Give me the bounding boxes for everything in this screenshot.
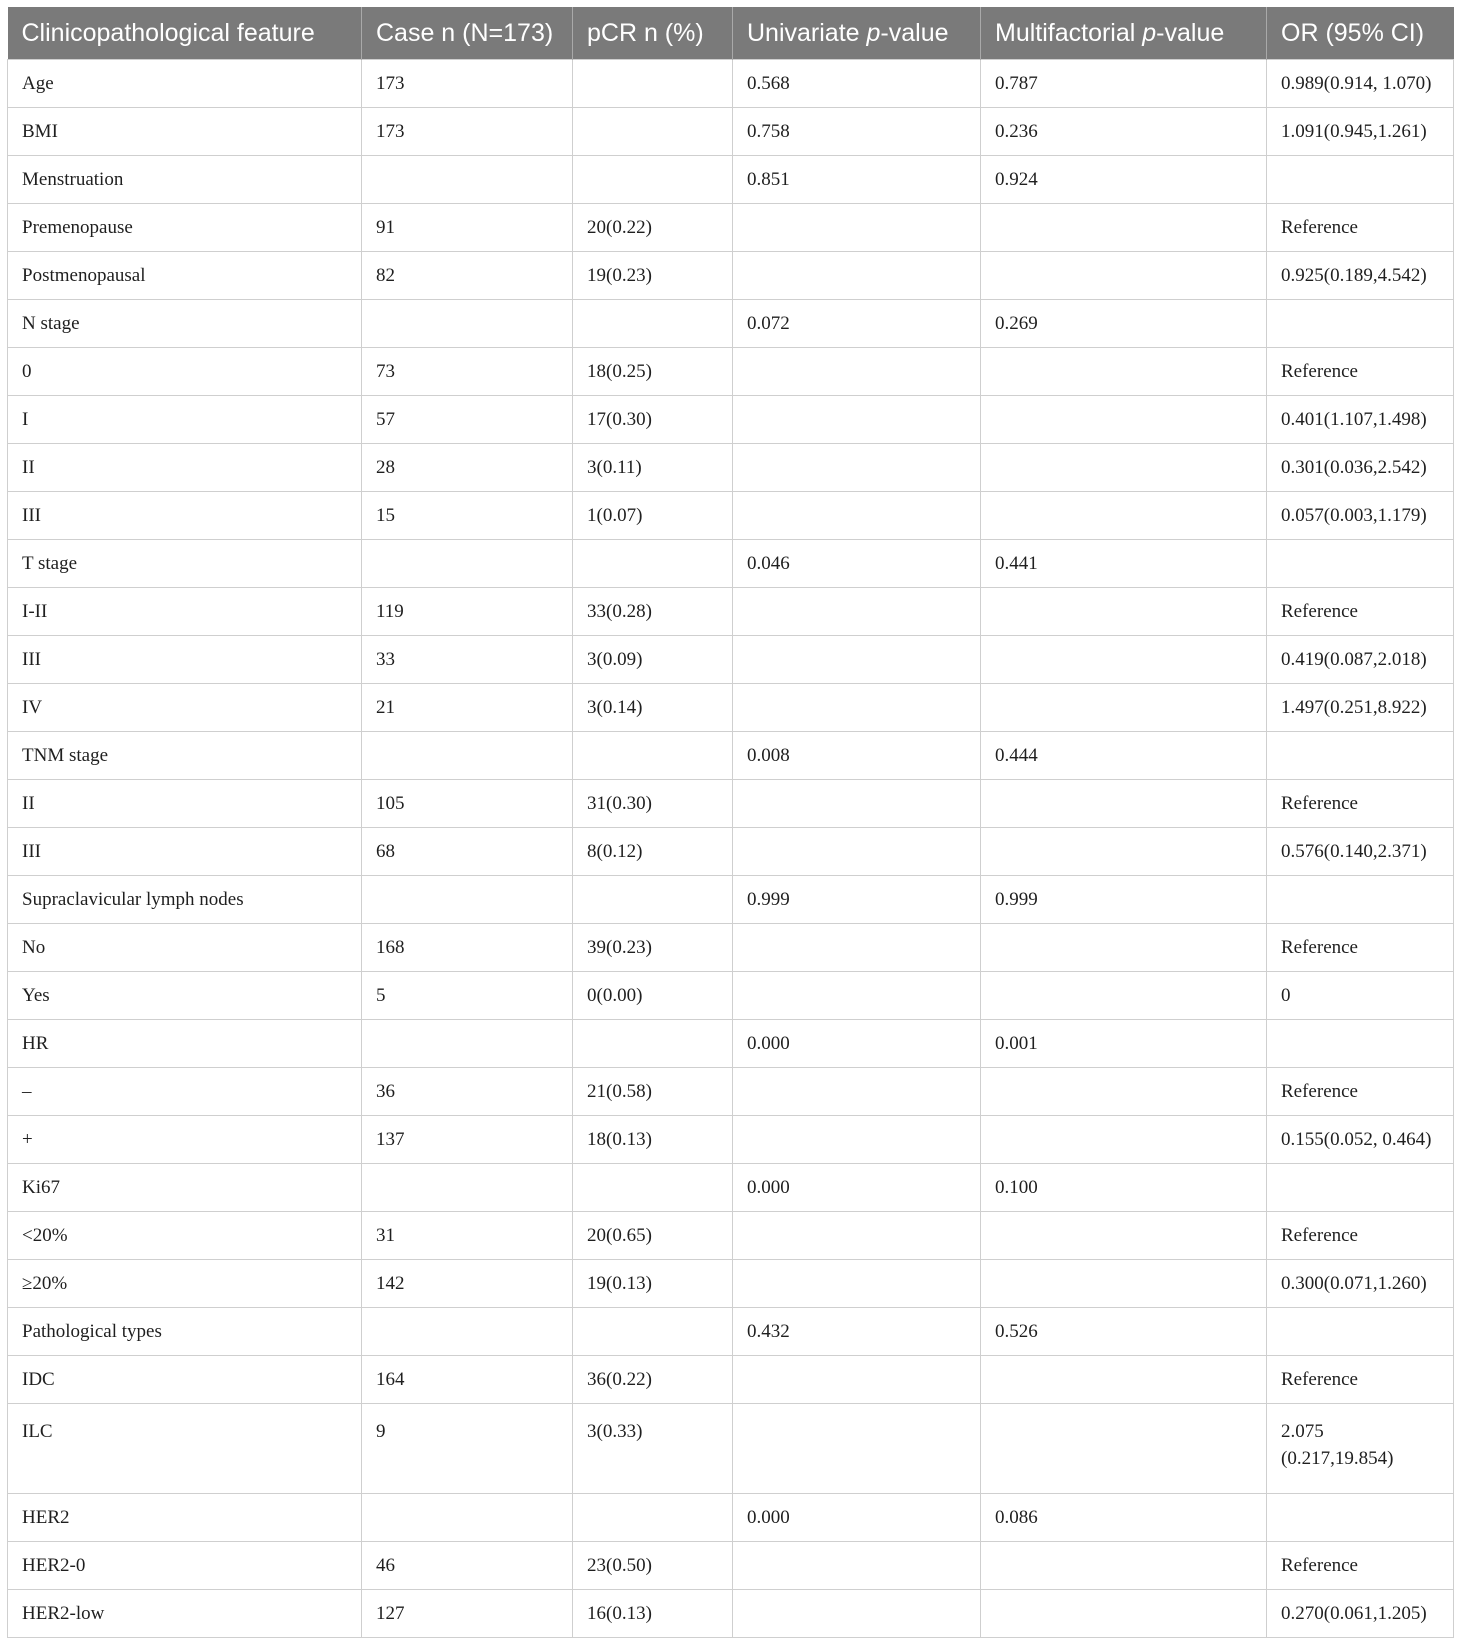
table-row xyxy=(8,1260,1454,1308)
header-feature: Clinicopathological feature xyxy=(8,7,362,60)
cell-case: 142 xyxy=(362,1260,573,1308)
cell-or: 0 xyxy=(1267,972,1454,1020)
table-row xyxy=(8,60,1454,108)
table-row xyxy=(8,1308,1454,1356)
cell-pcr xyxy=(573,876,733,924)
cell-feature: ≥20% xyxy=(8,1260,362,1308)
cell-case xyxy=(362,1308,573,1356)
cell-pcr: 18(0.13) xyxy=(573,1116,733,1164)
cell-pcr xyxy=(573,1020,733,1068)
cell-case: 9 xyxy=(362,1404,573,1494)
table-row xyxy=(8,1494,1454,1542)
header-multi-p: p xyxy=(1142,18,1157,47)
header-multi-prefix: Multifactorial xyxy=(995,18,1143,47)
cell-multifactorial-p: 0.999 xyxy=(981,876,1267,924)
cell-multifactorial-p: 0.441 xyxy=(981,540,1267,588)
cell-multifactorial-p xyxy=(981,1404,1267,1494)
cell-multifactorial-p xyxy=(981,780,1267,828)
cell-or xyxy=(1267,156,1454,204)
header-univariate-p: p xyxy=(866,18,881,47)
cell-multifactorial-p: 0.924 xyxy=(981,156,1267,204)
table-body xyxy=(8,60,1454,1638)
cell-pcr xyxy=(573,60,733,108)
cell-or-line1: 2.075 xyxy=(1281,1421,1324,1442)
cell-or: 0.300(0.071,1.260) xyxy=(1267,1260,1454,1308)
cell-or: Reference xyxy=(1267,1356,1454,1404)
cell-or: 0.576(0.140,2.371) xyxy=(1267,828,1454,876)
cell-pcr: 21(0.58) xyxy=(573,1068,733,1116)
cell-multifactorial-p xyxy=(981,1212,1267,1260)
cell-univariate-p: 0.046 xyxy=(733,540,981,588)
cell-case: 164 xyxy=(362,1356,573,1404)
cell-pcr: 18(0.25) xyxy=(573,348,733,396)
cell-univariate-p xyxy=(733,1068,981,1116)
table-row xyxy=(8,540,1454,588)
cell-univariate-p: 0.432 xyxy=(733,1308,981,1356)
cell-multifactorial-p xyxy=(981,972,1267,1020)
cell-feature: N stage xyxy=(8,300,362,348)
table-row xyxy=(8,348,1454,396)
table-row xyxy=(8,636,1454,684)
cell-feature: TNM stage xyxy=(8,732,362,780)
table-row xyxy=(8,684,1454,732)
cell-univariate-p xyxy=(733,1404,981,1494)
cell-feature: Premenopause xyxy=(8,204,362,252)
cell-pcr: 3(0.11) xyxy=(573,444,733,492)
cell-case: 168 xyxy=(362,924,573,972)
cell-univariate-p xyxy=(733,1356,981,1404)
cell-case: 68 xyxy=(362,828,573,876)
cell-feature: III xyxy=(8,636,362,684)
cell-pcr: 20(0.22) xyxy=(573,204,733,252)
cell-case: 82 xyxy=(362,252,573,300)
cell-pcr xyxy=(573,1164,733,1212)
cell-pcr: 8(0.12) xyxy=(573,828,733,876)
cell-case: 21 xyxy=(362,684,573,732)
cell-multifactorial-p xyxy=(981,252,1267,300)
cell-univariate-p xyxy=(733,252,981,300)
cell-multifactorial-p xyxy=(981,1116,1267,1164)
table-row xyxy=(8,300,1454,348)
cell-feature: II xyxy=(8,780,362,828)
cell-multifactorial-p: 0.444 xyxy=(981,732,1267,780)
cell-or xyxy=(1267,1020,1454,1068)
cell-univariate-p xyxy=(733,492,981,540)
cell-univariate-p: 0.072 xyxy=(733,300,981,348)
cell-or xyxy=(1267,732,1454,780)
cell-univariate-p: 0.851 xyxy=(733,156,981,204)
cell-or: 0.270(0.061,1.205) xyxy=(1267,1590,1454,1638)
table-row xyxy=(8,732,1454,780)
cell-univariate-p xyxy=(733,1260,981,1308)
cell-feature: II xyxy=(8,444,362,492)
cell-feature: HER2-0 xyxy=(8,1542,362,1590)
cell-case xyxy=(362,300,573,348)
cell-multifactorial-p: 0.001 xyxy=(981,1020,1267,1068)
cell-pcr: 3(0.14) xyxy=(573,684,733,732)
cell-multifactorial-p xyxy=(981,348,1267,396)
cell-univariate-p: 0.568 xyxy=(733,60,981,108)
table-row xyxy=(8,204,1454,252)
cell-case xyxy=(362,1494,573,1542)
cell-feature: Supraclavicular lymph nodes xyxy=(8,876,362,924)
cell-pcr: 39(0.23) xyxy=(573,924,733,972)
cell-or: Reference xyxy=(1267,348,1454,396)
cell-case: 57 xyxy=(362,396,573,444)
cell-or: Reference xyxy=(1267,1212,1454,1260)
table-row xyxy=(8,924,1454,972)
cell-feature: Menstruation xyxy=(8,156,362,204)
cell-univariate-p xyxy=(733,684,981,732)
cell-pcr: 36(0.22) xyxy=(573,1356,733,1404)
cell-feature: Age xyxy=(8,60,362,108)
cell-feature: 0 xyxy=(8,348,362,396)
cell-univariate-p xyxy=(733,780,981,828)
cell-pcr xyxy=(573,732,733,780)
cell-or: Reference xyxy=(1267,204,1454,252)
header-row xyxy=(8,7,1454,60)
table-row xyxy=(8,1404,1454,1494)
cell-case xyxy=(362,732,573,780)
cell-case xyxy=(362,1164,573,1212)
cell-pcr: 19(0.23) xyxy=(573,252,733,300)
table-row xyxy=(8,972,1454,1020)
cell-case xyxy=(362,540,573,588)
cell-pcr: 16(0.13) xyxy=(573,1590,733,1638)
cell-feature: HR xyxy=(8,1020,362,1068)
cell-case: 119 xyxy=(362,588,573,636)
cell-pcr: 17(0.30) xyxy=(573,396,733,444)
header-case: Case n (N=173) xyxy=(362,7,573,60)
cell-univariate-p xyxy=(733,636,981,684)
header-univariate xyxy=(733,7,981,60)
cell-or: 0.925(0.189,4.542) xyxy=(1267,252,1454,300)
cell-case: 91 xyxy=(362,204,573,252)
cell-or: Reference xyxy=(1267,1542,1454,1590)
table-row xyxy=(8,1020,1454,1068)
cell-univariate-p: 0.758 xyxy=(733,108,981,156)
cell-pcr: 1(0.07) xyxy=(573,492,733,540)
cell-feature: + xyxy=(8,1116,362,1164)
cell-feature: T stage xyxy=(8,540,362,588)
cell-or: 0.057(0.003,1.179) xyxy=(1267,492,1454,540)
cell-or: Reference xyxy=(1267,924,1454,972)
cell-case: 105 xyxy=(362,780,573,828)
table-row xyxy=(8,396,1454,444)
header-univariate-suffix: -value xyxy=(880,18,949,47)
cell-or xyxy=(1267,1404,1454,1494)
cell-feature: III xyxy=(8,492,362,540)
cell-or: 0.419(0.087,2.018) xyxy=(1267,636,1454,684)
cell-case: 73 xyxy=(362,348,573,396)
table-row xyxy=(8,1068,1454,1116)
cell-feature: III xyxy=(8,828,362,876)
cell-pcr xyxy=(573,108,733,156)
cell-case: 15 xyxy=(362,492,573,540)
cell-or xyxy=(1267,1494,1454,1542)
cell-multifactorial-p xyxy=(981,636,1267,684)
cell-multifactorial-p xyxy=(981,1590,1267,1638)
cell-multifactorial-p: 0.100 xyxy=(981,1164,1267,1212)
cell-case: 28 xyxy=(362,444,573,492)
cell-univariate-p xyxy=(733,348,981,396)
cell-feature: IDC xyxy=(8,1356,362,1404)
cell-or xyxy=(1267,1164,1454,1212)
cell-univariate-p: 0.000 xyxy=(733,1494,981,1542)
table-row xyxy=(8,1590,1454,1638)
cell-multifactorial-p: 0.269 xyxy=(981,300,1267,348)
cell-feature: – xyxy=(8,1068,362,1116)
cell-univariate-p xyxy=(733,444,981,492)
cell-univariate-p xyxy=(733,924,981,972)
cell-pcr xyxy=(573,300,733,348)
cell-univariate-p xyxy=(733,1212,981,1260)
cell-case: 31 xyxy=(362,1212,573,1260)
cell-case: 46 xyxy=(362,1542,573,1590)
table-row xyxy=(8,1116,1454,1164)
cell-multifactorial-p: 0.236 xyxy=(981,108,1267,156)
cell-pcr: 3(0.33) xyxy=(573,1404,733,1494)
table-row xyxy=(8,1164,1454,1212)
cell-or: 0.989(0.914, 1.070) xyxy=(1267,60,1454,108)
cell-univariate-p xyxy=(733,396,981,444)
header-univariate-prefix: Univariate xyxy=(747,18,867,47)
cell-feature: No xyxy=(8,924,362,972)
table-row xyxy=(8,588,1454,636)
cell-pcr xyxy=(573,156,733,204)
cell-case: 33 xyxy=(362,636,573,684)
cell-or: Reference xyxy=(1267,588,1454,636)
cell-pcr: 19(0.13) xyxy=(573,1260,733,1308)
cell-univariate-p xyxy=(733,1590,981,1638)
cell-univariate-p xyxy=(733,1542,981,1590)
cell-multifactorial-p xyxy=(981,588,1267,636)
cell-multifactorial-p xyxy=(981,1068,1267,1116)
header-pcr: pCR n (%) xyxy=(573,7,733,60)
cell-feature: Yes xyxy=(8,972,362,1020)
cell-univariate-p: 0.999 xyxy=(733,876,981,924)
cell-feature: I-II xyxy=(8,588,362,636)
cell-univariate-p: 0.000 xyxy=(733,1164,981,1212)
cell-pcr xyxy=(573,1494,733,1542)
cell-multifactorial-p xyxy=(981,444,1267,492)
table-row xyxy=(8,108,1454,156)
cell-multifactorial-p xyxy=(981,684,1267,732)
cell-multifactorial-p xyxy=(981,396,1267,444)
cell-case xyxy=(362,1020,573,1068)
table-row xyxy=(8,492,1454,540)
cell-or: 0.301(0.036,2.542) xyxy=(1267,444,1454,492)
cell-feature: BMI xyxy=(8,108,362,156)
cell-case: 173 xyxy=(362,108,573,156)
cell-or xyxy=(1267,876,1454,924)
cell-univariate-p: 0.000 xyxy=(733,1020,981,1068)
cell-case: 127 xyxy=(362,1590,573,1638)
cell-feature: Postmenopausal xyxy=(8,252,362,300)
cell-or: Reference xyxy=(1267,780,1454,828)
cell-multifactorial-p: 0.787 xyxy=(981,60,1267,108)
cell-feature: I xyxy=(8,396,362,444)
cell-or-line2: (0.217,19.854) xyxy=(1281,1448,1394,1469)
cell-pcr: 3(0.09) xyxy=(573,636,733,684)
cell-univariate-p xyxy=(733,1116,981,1164)
table-row xyxy=(8,444,1454,492)
cell-multifactorial-p xyxy=(981,492,1267,540)
cell-multifactorial-p xyxy=(981,1542,1267,1590)
cell-feature: HER2 xyxy=(8,1494,362,1542)
cell-pcr: 0(0.00) xyxy=(573,972,733,1020)
cell-pcr: 31(0.30) xyxy=(573,780,733,828)
cell-univariate-p xyxy=(733,828,981,876)
cell-feature: HER2-low xyxy=(8,1590,362,1638)
cell-or: 1.091(0.945,1.261) xyxy=(1267,108,1454,156)
cell-multifactorial-p: 0.086 xyxy=(981,1494,1267,1542)
table-row xyxy=(8,1356,1454,1404)
header-multi-suffix: -value xyxy=(1156,18,1225,47)
cell-case: 137 xyxy=(362,1116,573,1164)
table-row xyxy=(8,828,1454,876)
cell-or: 0.155(0.052, 0.464) xyxy=(1267,1116,1454,1164)
table-header xyxy=(8,7,1454,60)
cell-case: 173 xyxy=(362,60,573,108)
cell-feature: IV xyxy=(8,684,362,732)
table-row xyxy=(8,252,1454,300)
cell-case: 5 xyxy=(362,972,573,1020)
cell-case xyxy=(362,156,573,204)
cell-multifactorial-p xyxy=(981,924,1267,972)
cell-univariate-p xyxy=(733,588,981,636)
table-row xyxy=(8,876,1454,924)
clinicopathological-table xyxy=(7,7,1454,1638)
cell-multifactorial-p xyxy=(981,1356,1267,1404)
cell-or: Reference xyxy=(1267,1068,1454,1116)
cell-case: 36 xyxy=(362,1068,573,1116)
cell-or xyxy=(1267,1308,1454,1356)
cell-feature: ILC xyxy=(8,1404,362,1494)
table-row xyxy=(8,780,1454,828)
cell-or xyxy=(1267,540,1454,588)
cell-univariate-p xyxy=(733,972,981,1020)
cell-pcr: 23(0.50) xyxy=(573,1542,733,1590)
cell-univariate-p: 0.008 xyxy=(733,732,981,780)
cell-or: 0.401(1.107,1.498) xyxy=(1267,396,1454,444)
cell-or: 1.497(0.251,8.922) xyxy=(1267,684,1454,732)
cell-univariate-p xyxy=(733,204,981,252)
cell-multifactorial-p xyxy=(981,1260,1267,1308)
table-row xyxy=(8,1542,1454,1590)
cell-feature: <20% xyxy=(8,1212,362,1260)
cell-multifactorial-p: 0.526 xyxy=(981,1308,1267,1356)
table-row xyxy=(8,156,1454,204)
cell-or xyxy=(1267,300,1454,348)
cell-case xyxy=(362,876,573,924)
cell-pcr xyxy=(573,1308,733,1356)
header-multifactorial xyxy=(981,7,1267,60)
cell-pcr: 33(0.28) xyxy=(573,588,733,636)
cell-multifactorial-p xyxy=(981,828,1267,876)
cell-feature: Ki67 xyxy=(8,1164,362,1212)
results-table-container xyxy=(7,7,1453,1638)
cell-multifactorial-p xyxy=(981,204,1267,252)
header-or: OR (95% CI) xyxy=(1267,7,1454,60)
cell-pcr: 20(0.65) xyxy=(573,1212,733,1260)
cell-feature: Pathological types xyxy=(8,1308,362,1356)
cell-pcr xyxy=(573,540,733,588)
table-row xyxy=(8,1212,1454,1260)
